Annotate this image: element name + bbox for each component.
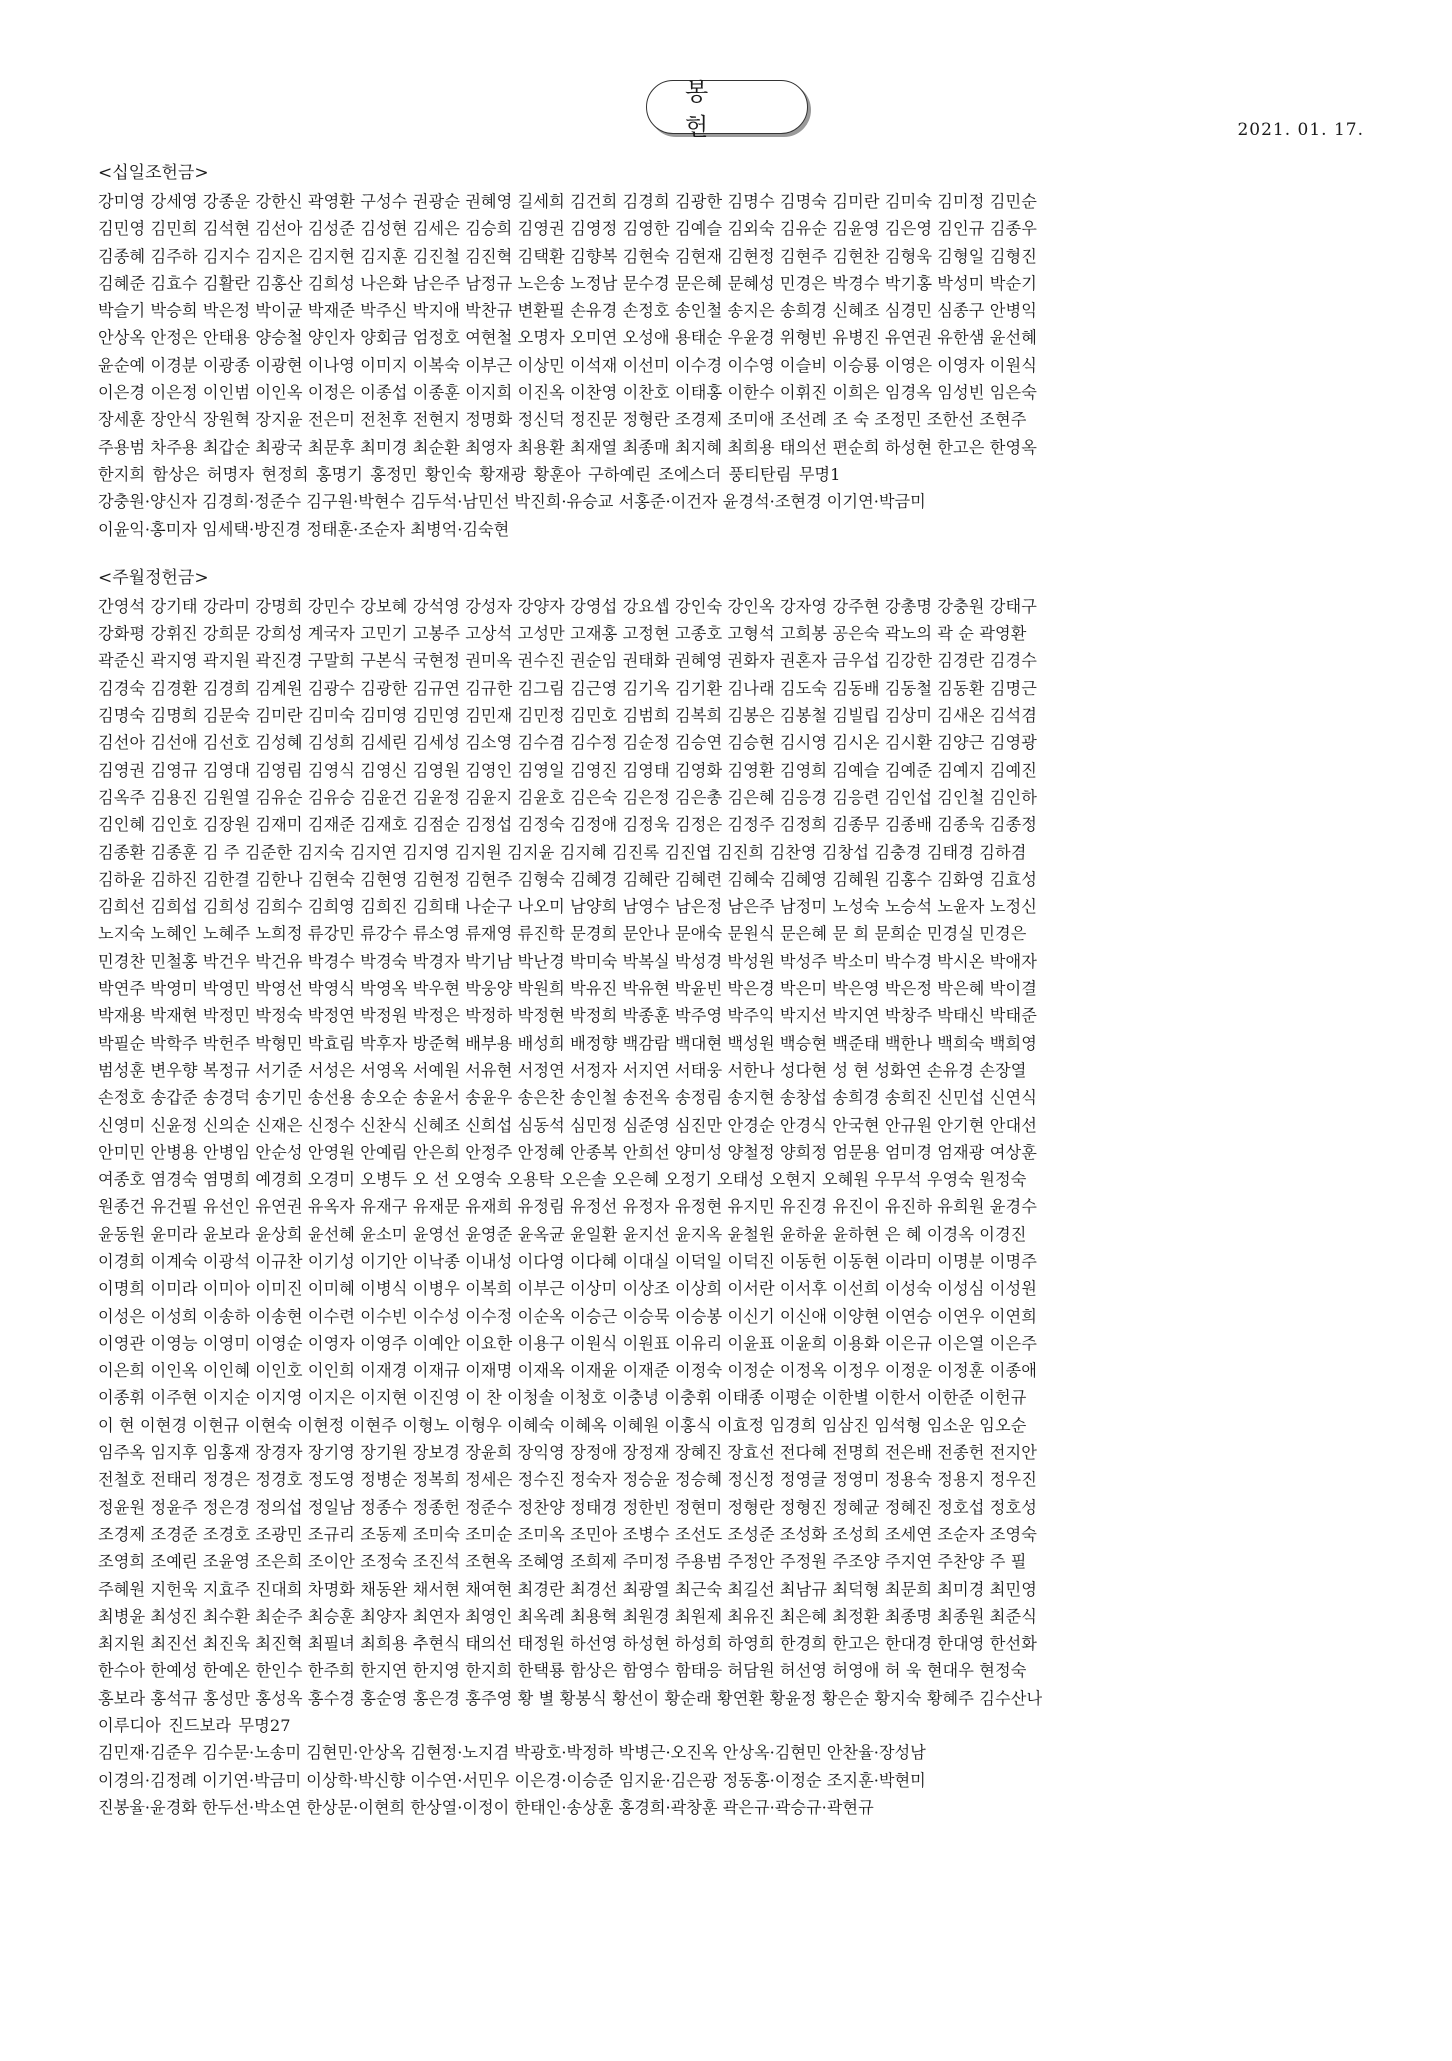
name-line: 한지희 함상은 허명자 현정희 홍명기 홍정민 황인숙 황재광 황훈아 구하예린 조에스더 풍티탄림 무명1 xyxy=(98,464,841,484)
monthly-section xyxy=(98,565,1370,1821)
name-line: 김영권 김영규 김영대 김영림 김영식 김영신 김영원 김영인 김영일 김영진 김영태 김영화 김영환 김영희 김예슬 김예준 김예지 김예진 xyxy=(98,760,1037,780)
monthly-couple-lines xyxy=(98,1739,1370,1821)
name-line: 김종혜 김주하 김지수 김지은 김지현 김지훈 김진철 김진혁 김택환 김향복 김현숙 김현재 김현정 김현주 김현찬 김형욱 김형일 김형진 xyxy=(98,246,1037,266)
name-line: 전철호 전태리 정경은 정경호 정도영 정병순 정복희 정세은 정수진 정숙자 정승윤 정승혜 정신정 정영글 정영미 정용숙 정용지 정우진 xyxy=(98,1470,1037,1490)
name-line: 박재용 박재현 박정민 박정숙 박정연 박정원 박정은 박정하 박정현 박정희 박종훈 박주영 박주익 박지선 박지연 박창주 박태신 박태준 xyxy=(98,1006,1037,1026)
name-line: 주혜원 지헌욱 지효주 진대희 차명화 채동완 채서현 채여현 최경란 최경선 최광열 최근숙 최길선 최남규 최덕형 최문희 최미경 최민영 xyxy=(98,1579,1037,1599)
name-line: 범성훈 변우향 복정규 서기준 서성은 서영옥 서예원 서유현 서정연 서정자 서지연 서태웅 서한나 성다현 성 현 성화연 손유경 손장열 xyxy=(98,1060,1027,1080)
monthly-section-title: <주월정헌금> xyxy=(98,567,209,588)
name-line: 윤순예 이경분 이광종 이광현 이나영 이미지 이복숙 이부근 이상민 이석재 이선미 이수경 이수영 이슬비 이승룡 이영은 이영자 이원식 xyxy=(98,355,1037,375)
name-line: 박연주 박영미 박영민 박영선 박영식 박영옥 박우현 박웅양 박원희 박유진 박유현 박윤빈 박은경 박은미 박은영 박은정 박은혜 박이결 xyxy=(98,979,1037,999)
name-line: 윤동원 윤미라 윤보라 윤상희 윤선혜 윤소미 윤영선 윤영준 윤옥균 윤일환 윤지선 윤지옥 윤철원 윤하윤 윤하현 은 혜 이경옥 이경진 xyxy=(98,1224,1027,1244)
monthly-name-lines xyxy=(98,593,1370,1739)
name-line: 김인혜 김인호 김장원 김재미 김재준 김재호 김점순 김정섭 김정숙 김정애 김정욱 김정은 김정주 김정희 김종무 김종배 김종욱 김종정 xyxy=(98,815,1037,835)
name-line: 박슬기 박승희 박은정 박이균 박재준 박주신 박지애 박찬규 변환필 손유경 손정호 송인철 송지은 송희경 신혜조 심경민 심종구 안병익 xyxy=(98,301,1037,321)
name-line: 손정호 송갑준 송경덕 송기민 송선용 송오순 송윤서 송윤우 송은찬 송인철 송전옥 송정림 송지현 송창섭 송희경 송희진 신민섭 신연식 xyxy=(98,1088,1037,1108)
name-line: 김명숙 김명희 김문숙 김미란 김미숙 김미영 김민영 김민재 김민정 김민호 김범희 김복희 김봉은 김봉철 김빌립 김상미 김새온 김석겸 xyxy=(98,706,1037,726)
name-line: 원종건 유건필 유선인 유연권 유옥자 유재구 유재문 유재희 유정림 유정선 유정자 유정현 유지민 유진경 유진이 유진하 유희원 윤경수 xyxy=(98,1197,1037,1217)
name-line: 김옥주 김용진 김원열 김유순 김유승 김윤건 김윤정 김윤지 김윤호 김은숙 김은정 김은총 김은혜 김응경 김응련 김인섭 김인철 김인하 xyxy=(98,787,1037,807)
name-line: 김희선 김희섭 김희성 김희수 김희영 김희진 김희태 나순구 나오미 남양희 남영수 남은정 남은주 남정미 노성숙 노승석 노윤자 노정신 xyxy=(98,897,1037,917)
name-line: 이은희 이인옥 이인혜 이인호 이인희 이재경 이재규 이재명 이재옥 이재윤 이재준 이정숙 이정순 이정옥 이정우 이정운 이정훈 이종애 xyxy=(98,1361,1037,1381)
name-line: 이경희 이계숙 이광석 이규찬 이기성 이기안 이낙종 이내성 이다영 이다혜 이대실 이덕일 이덕진 이동헌 이동현 이라미 이명분 이명주 xyxy=(98,1251,1037,1271)
date-label: 2021. 01. 17. xyxy=(1237,120,1364,140)
name-line: 김종환 김종훈 김 주 김준한 김지숙 김지연 김지영 김지원 김지윤 김지혜 김진록 김진엽 김진희 김찬영 김창섭 김충경 김태경 김하겸 xyxy=(98,842,1027,862)
tithe-section-title: <십일조헌금> xyxy=(98,163,209,183)
name-line: 노지숙 노혜인 노혜주 노희정 류강민 류강수 류소영 류재영 류진학 문경희 문안나 문애숙 문원식 문은혜 문 희 문희순 민경실 민경은 xyxy=(98,924,1027,944)
name-line: 김경숙 김경환 김경희 김계원 김광수 김광한 김규연 김규한 김그림 김근영 김기옥 김기환 김나래 김도숙 김동배 김동철 김동환 김명근 xyxy=(98,678,1037,698)
name-line: 홍보라 홍석규 홍성만 홍성옥 홍수경 홍순영 홍은경 홍주영 황 별 황봉식 황선이 황순래 황연환 황윤정 황은순 황지숙 황혜주 김수산나 xyxy=(98,1688,1043,1708)
name-line: 김혜준 김효수 김활란 김홍산 김희성 나은화 남은주 남정규 노은송 노정남 문수경 문은혜 문혜성 민경은 박경수 박기홍 박성미 박순기 xyxy=(98,273,1037,293)
name-line: 곽준신 곽지영 곽지원 곽진경 구말희 구본식 국현정 권미옥 권수진 권순임 권태화 권혜영 권화자 권혼자 금우섭 김강한 김경란 김경수 xyxy=(98,651,1037,671)
name-line: 주용범 차주용 최갑순 최광국 최문후 최미경 최순환 최영자 최용환 최재열 최종매 최지혜 최희용 태의선 편순희 하성현 한고은 한영옥 xyxy=(98,437,1037,457)
name-line: 김민영 김민희 김석현 김선아 김성준 김성현 김세은 김승희 김영권 김영정 김영한 김예슬 김외숙 김유순 김윤영 김은영 김인규 김종우 xyxy=(98,219,1037,239)
tithe-section xyxy=(98,160,1370,543)
name-line: 안미민 안병용 안병임 안순성 안영원 안예림 안은희 안정주 안정혜 안종복 안희선 양미성 양철정 양희정 엄문용 엄미경 엄재광 여상훈 xyxy=(98,1142,1037,1162)
tithe-couple-lines xyxy=(98,488,1370,543)
name-line: 강화평 강휘진 강희문 강희성 계국자 고민기 고봉주 고상석 고성만 고재홍 고정현 고종호 고형석 고희봉 공은숙 곽노의 곽 순 곽영환 xyxy=(98,624,1027,644)
couple-line: 진봉율·윤경화 한두선·박소연 한상문·이현희 한상열·이정이 한태인·송상훈 홍경희·곽창훈 곽은규·곽승규·곽현규 xyxy=(98,1797,874,1817)
name-line: 박필순 박학주 박헌주 박형민 박효림 박후자 방준혁 배부용 배성희 배정향 백감람 백대현 백성원 백승현 백준태 백한나 백희숙 백희영 xyxy=(98,1033,1037,1053)
tithe-name-lines xyxy=(98,188,1370,488)
couple-line: 강충원·양신자 김경희·정준수 김구원·박현수 김두석·남민선 박진희·유승교 서홍준·이건자 윤경석·조현경 이기연·박금미 xyxy=(98,492,926,512)
name-line: 이은경 이은정 이인범 이인옥 이정은 이종섭 이종훈 이지희 이진옥 이찬영 이찬호 이태홍 이한수 이휘진 이희은 임경옥 임성빈 임은숙 xyxy=(98,383,1037,403)
name-line: 강미영 강세영 강종운 강한신 곽영환 구성수 권광순 권혜영 길세희 김건희 김경희 김광한 김명수 김명숙 김미란 김미숙 김미정 김민순 xyxy=(98,192,1037,211)
name-line: 한수아 한예성 한예온 한인수 한주희 한지연 한지영 한지희 한택룡 함상은 함영수 함태응 허담원 허선영 허영애 허 욱 현대우 현정숙 xyxy=(98,1661,1027,1681)
offering-content xyxy=(98,160,1370,1843)
name-line: 정윤원 정윤주 정은경 정의섭 정일남 정종수 정종헌 정준수 정찬양 정태경 정한빈 정현미 정형란 정형진 정혜균 정혜진 정호섭 정호성 xyxy=(98,1497,1037,1517)
name-line: 여종호 염경숙 염명희 예경희 오경미 오병두 오 선 오영숙 오용탁 오은솔 오은혜 오정기 오태성 오현지 오혜원 우무석 우영숙 원정숙 xyxy=(98,1170,1027,1190)
name-line: 최병윤 최성진 최수환 최순주 최승훈 최양자 최연자 최영인 최옥례 최용혁 최원경 최원제 최유진 최은혜 최정환 최종명 최종원 최준식 xyxy=(98,1606,1037,1626)
name-line: 김선아 김선애 김선호 김성혜 김성희 김세린 김세성 김소영 김수겸 김수정 김순정 김승연 김승현 김시영 김시온 김시환 김양근 김영광 xyxy=(98,733,1037,753)
couple-line: 김민재·김준우 김수문·노송미 김현민·안상옥 김현정·노지겸 박광호·박정하 박병근·오진옥 안상옥·김현민 안찬율·장성남 xyxy=(98,1743,926,1763)
name-line: 간영석 강기태 강라미 강명희 강민수 강보혜 강석영 강성자 강양자 강영섭 강요셉 강인숙 강인옥 강자영 강주현 강총명 강충원 강태구 xyxy=(98,596,1037,616)
name-line: 이루디아 진드보라 무명27 xyxy=(98,1716,291,1736)
name-line: 조경제 조경준 조경호 조광민 조규리 조동제 조미숙 조미순 조미옥 조민아 조병수 조선도 조성준 조성화 조성희 조세연 조순자 조영숙 xyxy=(98,1524,1037,1544)
name-line: 임주옥 임지후 임홍재 장경자 장기영 장기원 장보경 장윤희 장익영 장정애 장정재 장혜진 장효선 전다혜 전명희 전은배 전종헌 전지안 xyxy=(98,1443,1037,1463)
name-line: 신영미 신윤정 신의순 신재은 신정수 신찬식 신혜조 신희섭 심동석 심민정 심준영 심진만 안경순 안경식 안국현 안규원 안기현 안대선 xyxy=(98,1115,1037,1135)
name-line: 이 현 이현경 이현규 이현숙 이현정 이현주 이형노 이형우 이혜숙 이혜옥 이혜원 이홍식 이효정 임경희 임삼진 임석형 임소운 임오순 xyxy=(98,1415,1027,1435)
name-line: 이성은 이성희 이송하 이송현 이수련 이수빈 이수성 이수정 이순옥 이승근 이승묵 이승봉 이신기 이신애 이양현 이연승 이연우 이연희 xyxy=(98,1306,1037,1326)
name-line: 이명희 이미라 이미아 이미진 이미혜 이병식 이병우 이복희 이부근 이상미 이상조 이상희 이서란 이서후 이선희 이성숙 이성심 이성원 xyxy=(98,1279,1037,1299)
page-title: 봉 헌 xyxy=(646,80,808,134)
name-line: 조영희 조예린 조윤영 조은희 조이안 조정숙 조진석 조현옥 조혜영 조희제 주미정 주용범 주정안 주정원 주조양 주지연 주찬양 주 필 xyxy=(98,1552,1027,1572)
couple-line: 이경의·김정례 이기연·박금미 이상학·박신향 이수연·서민우 이은경·이승준 임지윤·김은광 정동홍·이정순 조지훈·박현미 xyxy=(98,1770,926,1790)
name-line: 이종휘 이주현 이지순 이지영 이지은 이지현 이진영 이 찬 이청솔 이청호 이충녕 이충휘 이태종 이평순 이한별 이한서 이한준 이헌규 xyxy=(98,1388,1027,1408)
name-line: 민경찬 민철홍 박건우 박건유 박경수 박경숙 박경자 박기남 박난경 박미숙 박복실 박성경 박성원 박성주 박소미 박수경 박시온 박애자 xyxy=(98,951,1037,971)
name-line: 장세훈 장안식 장원혁 장지윤 전은미 전천후 전현지 정명화 정신덕 정진문 정형란 조경제 조미애 조선례 조 숙 조정민 조한선 조현주 xyxy=(98,410,1027,430)
name-line: 최지원 최진선 최진욱 최진혁 최필녀 최희용 추현식 태의선 태정원 하선영 하성현 하성희 하영희 한경희 한고은 한대경 한대영 한선화 xyxy=(98,1634,1037,1654)
name-line: 안상옥 안정은 안태용 양승철 양인자 양회금 엄정호 여현철 오명자 오미연 오성애 용태순 우윤경 위형빈 유병진 유연권 유한샘 윤선혜 xyxy=(98,328,1037,348)
name-line: 김하윤 김하진 김한결 김한나 김현숙 김현영 김현정 김현주 김형숙 김혜경 김혜란 김혜련 김혜숙 김혜영 김혜원 김홍수 김화영 김효성 xyxy=(98,869,1037,889)
couple-line: 이윤익·홍미자 임세택·방진경 정태훈·조순자 최병억·김숙현 xyxy=(98,519,510,539)
name-line: 이영관 이영능 이영미 이영순 이영자 이영주 이예안 이요한 이용구 이원식 이원표 이유리 이윤표 이윤희 이용화 이은규 이은열 이은주 xyxy=(98,1333,1037,1353)
